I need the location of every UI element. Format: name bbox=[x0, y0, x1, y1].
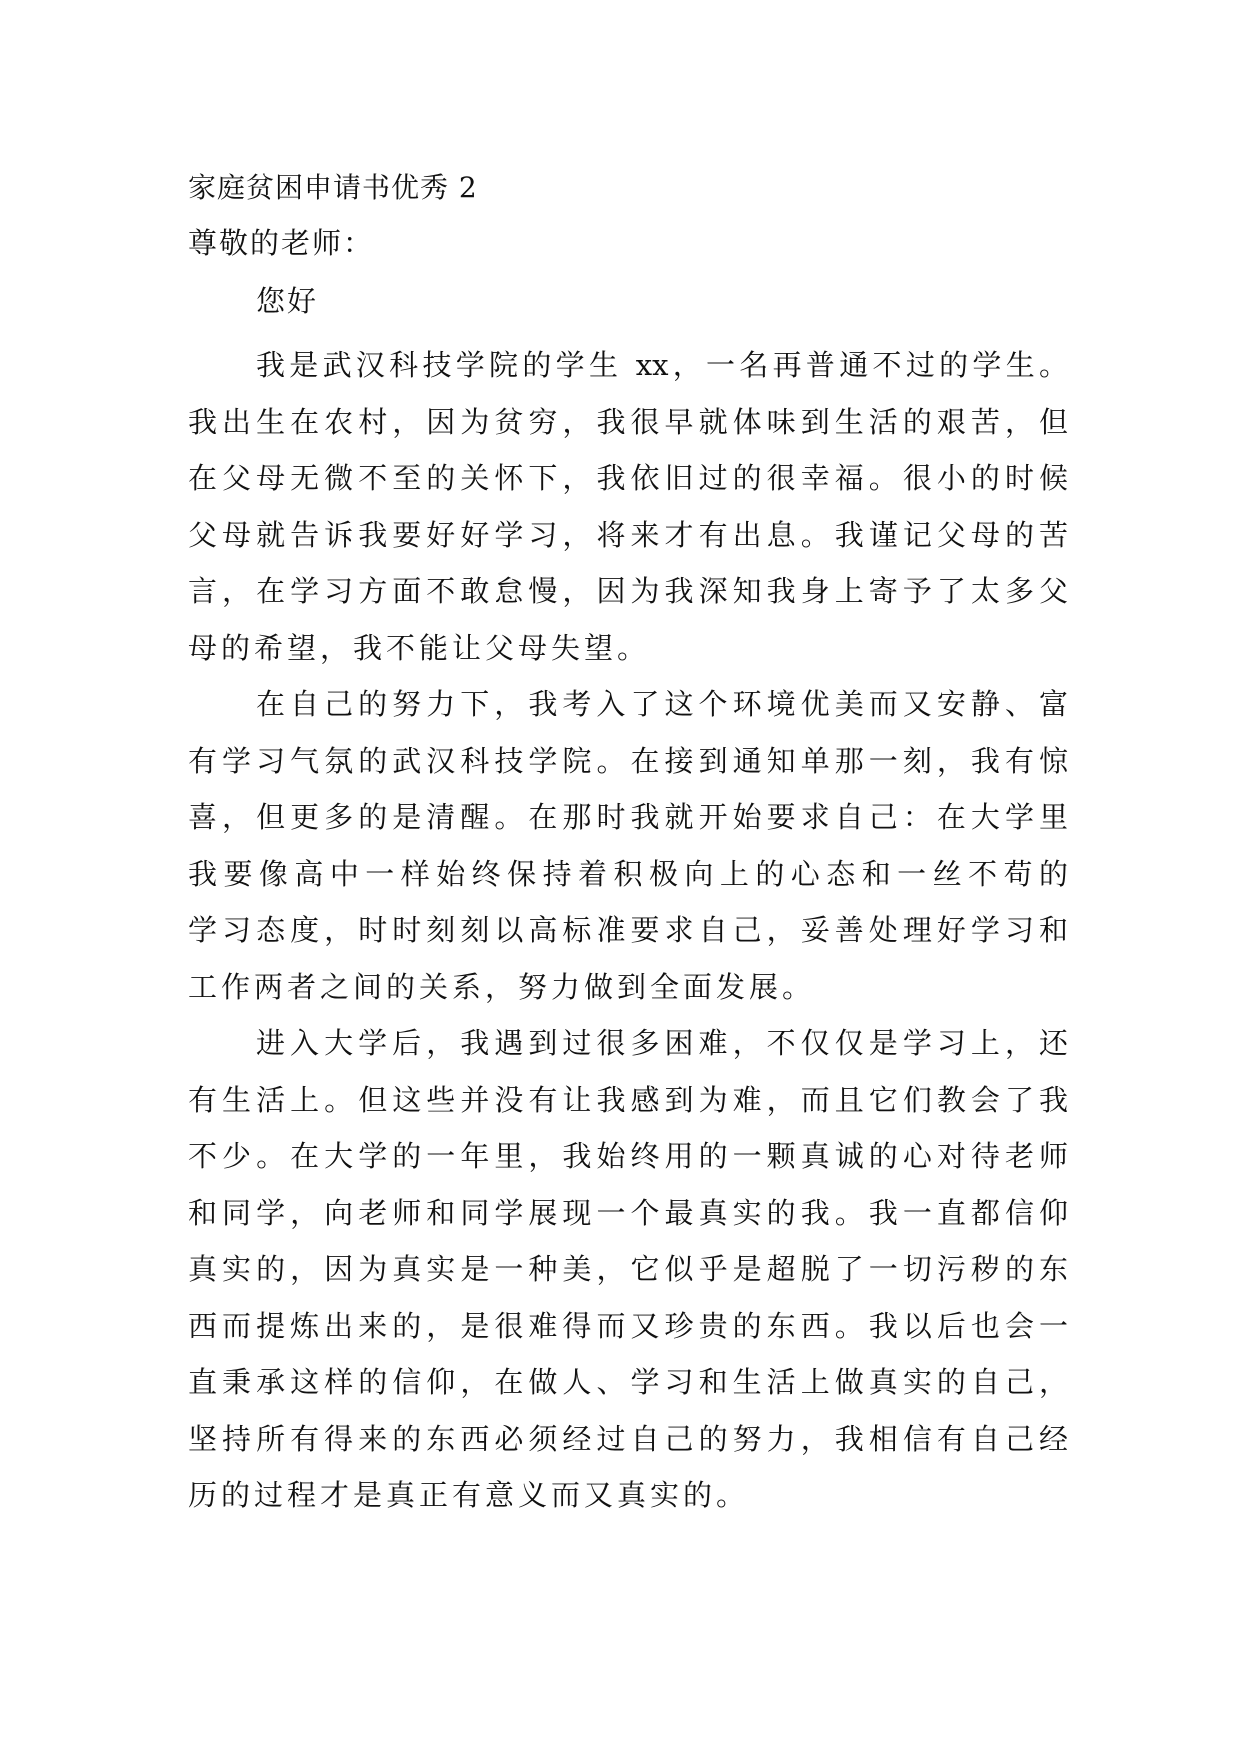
paragraph-1-line-4: 父母就告诉我要好好学习，将来才有出息。我谨记父母的苦 bbox=[188, 517, 1068, 552]
paragraph-3-line-7: 直秉承这样的信仰，在做人、学习和生活上做真实的自己， bbox=[188, 1365, 1068, 1399]
salutation: 尊敬的老师： bbox=[188, 226, 375, 260]
paragraph-2-line-5: 学习态度，时时刻刻以高标准要求自己，妥善处理好学习和 bbox=[188, 913, 1068, 947]
paragraph-3-line-9: 历的过程才是真正有意义而又真实的。 bbox=[188, 1478, 750, 1512]
paragraph-3-line-4: 和同学，向老师和同学展现一个最真实的我。我一直都信仰 bbox=[188, 1195, 1068, 1230]
paragraph-1-line-3: 在父母无微不至的关怀下，我依旧过的很幸福。很小的时候 bbox=[188, 461, 1068, 495]
document-title: 家庭贫困申请书优秀 2 bbox=[188, 171, 478, 204]
paragraph-3-line-2: 有生活上。但这些并没有让我感到为难，而且它们教会了我 bbox=[188, 1082, 1068, 1117]
paragraph-2-line-2: 有学习气氛的武汉科技学院。在接到通知单那一刻，我有惊 bbox=[188, 743, 1068, 778]
paragraph-3-line-6: 西而提炼出来的，是很难得而又珍贵的东西。我以后也会一 bbox=[188, 1308, 1068, 1343]
paragraph-1-line-6: 母的希望，我不能让父母失望。 bbox=[188, 630, 651, 665]
paragraph-2-line-3: 喜，但更多的是清醒。在那时我就开始要求自己：在大学里 bbox=[188, 800, 1068, 834]
paragraph-2-line-4: 我要像高中一样始终保持着积极向上的心态和一丝不苟的 bbox=[188, 856, 1068, 891]
paragraph-2-line-6: 工作两者之间的关系，努力做到全面发展。 bbox=[188, 969, 816, 1004]
paragraph-3-line-3: 不少。在大学的一年里，我始终用的一颗真诚的心对待老师 bbox=[188, 1139, 1068, 1173]
paragraph-3-line-8: 坚持所有得来的东西必须经过自己的努力，我相信有自己经 bbox=[188, 1421, 1068, 1456]
paragraph-1-line-1: 我是武汉科技学院的学生 xx，一名再普通不过的学生。 bbox=[256, 348, 1068, 382]
paragraph-3-line-1: 进入大学后，我遇到过很多困难，不仅仅是学习上，还 bbox=[256, 1026, 1068, 1060]
letter-body bbox=[188, 337, 1068, 1524]
paragraph-1-line-5: 言，在学习方面不敢怠慢，因为我深知我身上寄予了太多父 bbox=[188, 574, 1068, 608]
paragraph-2-line-1: 在自己的努力下，我考入了这个环境优美而又安静、富 bbox=[256, 687, 1068, 721]
greeting: 您好 bbox=[256, 284, 319, 318]
paragraph-1-line-2: 我出生在农村，因为贫穷，我很早就体味到生活的艰苦，但 bbox=[188, 404, 1068, 439]
paragraph-3-line-5: 真实的，因为真实是一种美，它似乎是超脱了一切污秽的东 bbox=[188, 1252, 1068, 1286]
